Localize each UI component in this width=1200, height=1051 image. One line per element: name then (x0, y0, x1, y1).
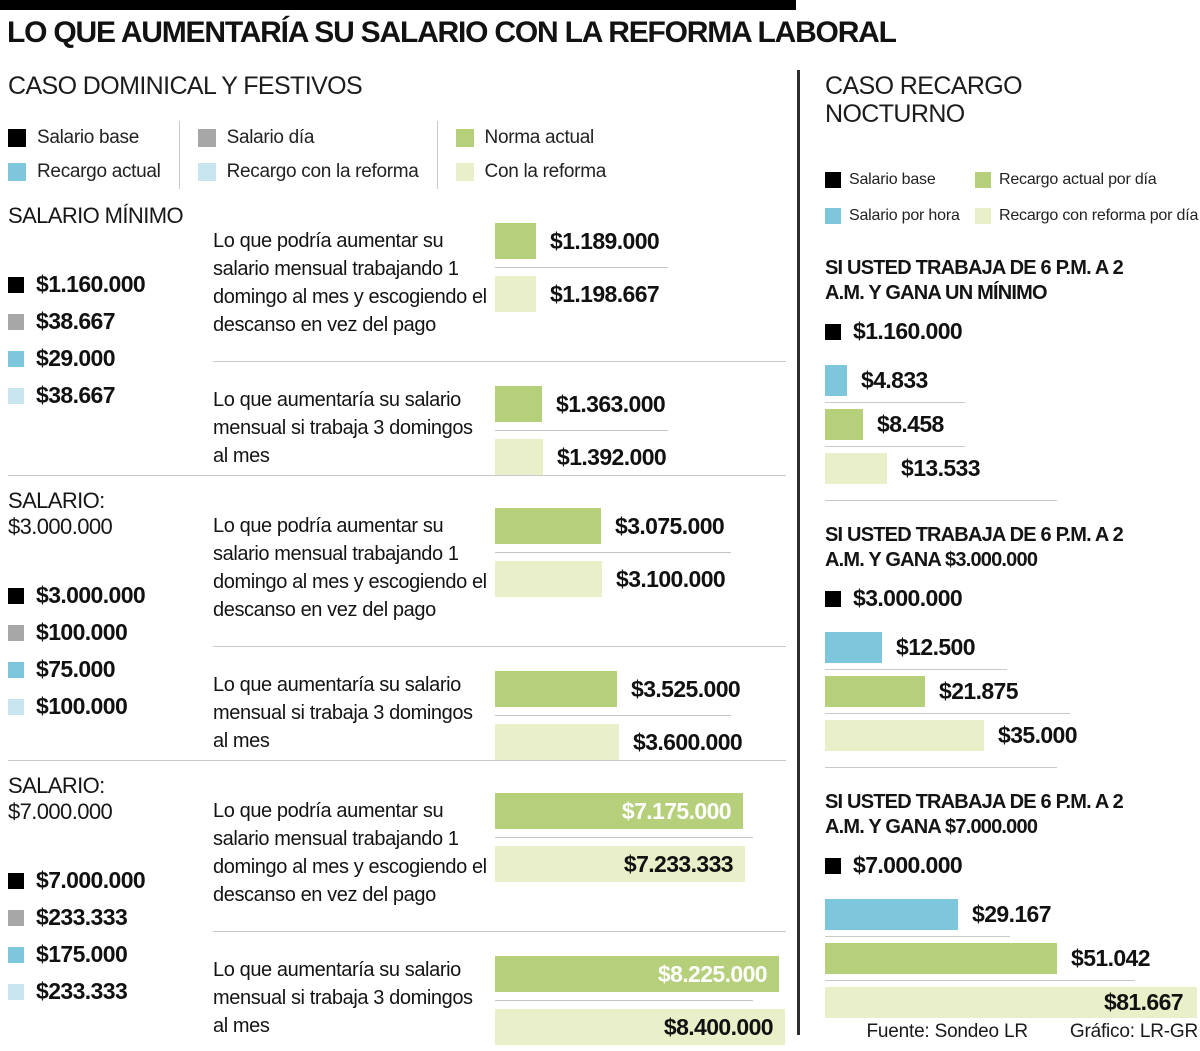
legend-swatch (975, 172, 991, 188)
bar-pair-divider (825, 936, 1010, 937)
footer-credit: Gráfico: LR-GR (1069, 1021, 1198, 1042)
stat-swatch (825, 324, 841, 340)
legend-column (825, 162, 975, 234)
value-bar-recargo-actual (825, 676, 925, 707)
legend-swatch (456, 129, 474, 147)
group-header: SALARIO: $3.000.000 (8, 488, 113, 539)
night-group-minimo (825, 256, 1200, 484)
stat-row (8, 271, 213, 298)
legend-label: Salario base (37, 127, 140, 148)
value-bar-recargo-reforma (825, 453, 887, 484)
stat-value: $1.160.000 (853, 318, 963, 344)
salary-group-7m (8, 760, 786, 1045)
group-left-panel (8, 488, 213, 760)
bar-row (495, 439, 786, 475)
value-bar-norma-actual (495, 223, 536, 259)
legend-label: Salario por hora (849, 207, 960, 224)
night-group-7m (825, 790, 1200, 1018)
scenario-description: Lo que podría aumentar su salario mensual trabajando 1 domingo al mes y escogiendo el descanso en vez del pago (213, 800, 487, 906)
stat-swatch (8, 625, 24, 641)
scenario-row (213, 647, 786, 760)
bar-value-label: $3.075.000 (615, 512, 725, 539)
stat-value: $29.000 (36, 345, 115, 371)
bar-row (825, 409, 1200, 440)
base-salary-row (825, 585, 1200, 612)
bar-value-label: $29.167 (972, 901, 1051, 927)
value-bar-salario-hora (825, 632, 882, 663)
stat-swatch (8, 277, 24, 293)
night-bars (825, 365, 1200, 484)
legend-item (825, 198, 975, 234)
group-divider (825, 767, 1057, 768)
stat-row (8, 308, 213, 335)
bar-pair-divider (825, 669, 1007, 670)
bar-value-label: $8.400.000 (663, 1013, 773, 1040)
stat-value: $3.000.000 (36, 582, 146, 608)
legend-label: Recargo con reforma por día (999, 207, 1199, 224)
base-salary-row (825, 852, 1200, 879)
group-stats (8, 582, 213, 720)
stat-swatch (8, 984, 24, 1000)
value-bar-norma-actual (495, 386, 542, 422)
bar-row (495, 276, 786, 312)
stat-value: $38.667 (36, 308, 115, 334)
top-accent-bar (0, 0, 796, 10)
stat-row (8, 904, 213, 931)
bar-value-label: $51.042 (1071, 945, 1150, 971)
value-bar-norma-actual (495, 671, 617, 707)
value-bar-con-reforma (495, 276, 536, 312)
bar-value-label: $7.233.333 (623, 850, 733, 877)
stat-row (8, 382, 213, 409)
nocturno-legend (825, 162, 1200, 234)
value-bar-salario-hora (825, 365, 847, 396)
bar-value-label: $21.875 (939, 678, 1018, 704)
legend-swatch (825, 172, 841, 188)
bar-row (495, 508, 786, 544)
bar-value-label: $8.225.000 (657, 960, 767, 987)
stat-value: $7.000.000 (36, 867, 146, 893)
scenario-bars (495, 211, 786, 339)
stat-row (8, 582, 213, 609)
legend-item (825, 162, 975, 198)
stat-swatch (8, 351, 24, 367)
stat-swatch (8, 588, 24, 604)
bar-value-label: $8.458 (877, 411, 944, 437)
scenario-row (213, 773, 786, 932)
bar-row (825, 676, 1200, 707)
value-bar-con-reforma (495, 846, 745, 882)
legend-label: Con la reforma (484, 161, 607, 182)
legend-label: Norma actual (484, 127, 594, 148)
bar-value-label: $35.000 (998, 722, 1077, 748)
bar-row (825, 365, 1200, 396)
value-bar-recargo-reforma (825, 987, 1197, 1018)
bar-row (495, 561, 786, 597)
bar-value-label: $3.525.000 (631, 675, 741, 702)
stat-value: $100.000 (36, 693, 128, 719)
value-bar-con-reforma (495, 561, 602, 597)
value-bar-salario-hora (825, 899, 958, 930)
scenario-bars (495, 671, 786, 760)
legend-column (179, 121, 437, 189)
legend-label: Recargo actual (37, 161, 161, 182)
bar-row (495, 793, 786, 829)
stat-swatch (825, 858, 841, 874)
legend-label: Recargo actual por día (999, 171, 1157, 188)
bar-value-label: $7.175.000 (621, 797, 731, 824)
stat-swatch (8, 388, 24, 404)
night-group-header: SI USTED TRABAJA DE 6 P.M. A 2 A.M. Y GANA UN MÍNIMO (825, 257, 1123, 304)
bar-value-label: $3.600.000 (633, 728, 743, 755)
legend-item (975, 162, 1198, 198)
stat-value: $7.000.000 (853, 852, 963, 878)
bar-row (825, 943, 1200, 974)
bar-row (495, 386, 786, 422)
main-title: LO QUE AUMENTARÍA SU SALARIO CON LA REFORMA LABORAL (7, 16, 896, 49)
stat-swatch (8, 910, 24, 926)
bar-row (495, 1009, 786, 1045)
stat-value: $233.333 (36, 904, 128, 930)
bar-value-label: $13.533 (901, 455, 980, 481)
bar-value-label: $1.198.667 (550, 280, 660, 307)
legend-item (8, 155, 161, 189)
bar-pair-divider (495, 430, 668, 431)
bar-row (495, 223, 786, 259)
stat-value: $75.000 (36, 656, 115, 682)
legend-item (198, 121, 419, 155)
footer-source: Fuente: Sondeo LR (866, 1021, 1028, 1042)
scenario-description: Lo que podría aumentar su salario mensual trabajando 1 domingo al mes y escogiendo el descanso en vez del pago (213, 515, 487, 621)
legend-item (198, 155, 419, 189)
bar-pair-divider (825, 713, 1070, 714)
stat-swatch (8, 314, 24, 330)
salary-group-minimo (8, 203, 786, 475)
value-bar-norma-actual (495, 793, 743, 829)
scenario-description: Lo que aumentaría su salario mensual si trabaja 3 domingos al mes (213, 674, 473, 752)
bar-value-label: $12.500 (896, 634, 975, 660)
scenario-row (213, 488, 786, 647)
legend-label: Salario base (849, 171, 936, 188)
stat-row (8, 978, 213, 1005)
scenario-row (213, 932, 786, 1045)
bar-row (495, 956, 786, 992)
bar-value-label: $1.189.000 (550, 227, 660, 254)
stat-row (8, 867, 213, 894)
scenario-row (213, 203, 786, 362)
bar-pair-divider (825, 402, 965, 403)
bar-row (825, 987, 1200, 1018)
bar-row (495, 846, 786, 882)
stat-swatch (8, 873, 24, 889)
legend-swatch (8, 129, 26, 147)
value-bar-recargo-reforma (825, 720, 984, 751)
legend-swatch (825, 208, 841, 224)
legend-swatch (975, 208, 991, 224)
bar-row (825, 899, 1200, 930)
scenario-bars (495, 386, 786, 475)
night-bars (825, 632, 1200, 751)
stat-value: $3.000.000 (853, 585, 963, 611)
legend-column (975, 162, 1198, 234)
bar-pair-divider (825, 446, 965, 447)
group-left-panel (8, 773, 213, 1045)
legend-item (456, 121, 606, 155)
stat-value: $1.160.000 (36, 271, 146, 297)
value-bar-con-reforma (495, 1009, 785, 1045)
scenario-description: Lo que aumentaría su salario mensual si trabaja 3 domingos al mes (213, 959, 473, 1037)
bar-value-label: $3.100.000 (616, 565, 726, 592)
legend-label: Recargo con la reforma (226, 161, 419, 182)
stat-row (8, 345, 213, 372)
stat-value: $175.000 (36, 941, 128, 967)
legend-column (8, 121, 179, 189)
stat-swatch (8, 662, 24, 678)
group-right-panel (213, 203, 786, 475)
dominical-title: CASO DOMINICAL Y FESTIVOS (8, 72, 363, 100)
scenario-bars (495, 781, 786, 909)
scenario-row (213, 362, 786, 475)
bar-row (825, 453, 1200, 484)
bar-pair-divider (495, 267, 668, 268)
bar-value-label: $81.667 (1104, 989, 1183, 1015)
legend-label: Salario día (226, 127, 315, 148)
value-bar-recargo-actual (825, 943, 1057, 974)
bar-pair-divider (495, 715, 731, 716)
legend-item (456, 155, 606, 189)
legend-item (975, 198, 1198, 234)
stat-value: $38.667 (36, 382, 115, 408)
bar-row (495, 724, 786, 760)
bar-row (825, 632, 1200, 663)
bar-row (825, 720, 1200, 751)
bar-pair-divider (495, 1000, 753, 1001)
night-group-3m (825, 523, 1200, 751)
group-right-panel (213, 773, 786, 1045)
bar-pair-divider (825, 980, 1135, 981)
stat-row (8, 693, 213, 720)
salary-group-3m (8, 475, 786, 760)
scenario-bars (495, 496, 786, 624)
footer (866, 1021, 1198, 1043)
value-bar-recargo-actual (825, 409, 863, 440)
legend-swatch (198, 129, 216, 147)
night-bars (825, 899, 1200, 1018)
legend-column (437, 121, 624, 189)
base-salary-row (825, 318, 1200, 345)
legend-swatch (198, 163, 216, 181)
stat-swatch (8, 947, 24, 963)
night-group-header: SI USTED TRABAJA DE 6 P.M. A 2 A.M. Y GANA $7.000.000 (825, 791, 1123, 838)
stat-swatch (8, 699, 24, 715)
bar-value-label: $4.833 (861, 367, 928, 393)
bar-pair-divider (495, 552, 731, 553)
group-divider (825, 500, 1057, 501)
dominical-legend (8, 121, 786, 189)
value-bar-con-reforma (495, 724, 619, 760)
stat-row (8, 656, 213, 683)
night-group-header: SI USTED TRABAJA DE 6 P.M. A 2 A.M. Y GANA $3.000.000 (825, 524, 1123, 571)
section-dominical (8, 72, 786, 1045)
legend-swatch (8, 163, 26, 181)
group-stats (8, 271, 213, 409)
group-left-panel (8, 203, 213, 475)
bar-value-label: $1.363.000 (556, 390, 666, 417)
value-bar-norma-actual (495, 956, 779, 992)
group-header: SALARIO MÍNIMO (8, 203, 183, 228)
group-right-panel (213, 488, 786, 760)
column-divider (797, 70, 800, 1035)
stat-row (8, 619, 213, 646)
scenario-description: Lo que aumentaría su salario mensual si trabaja 3 domingos al mes (213, 389, 473, 467)
scenario-bars (495, 956, 786, 1045)
stat-swatch (825, 591, 841, 607)
stat-row (8, 941, 213, 968)
bar-row (495, 671, 786, 707)
stat-value: $100.000 (36, 619, 128, 645)
value-bar-con-reforma (495, 439, 543, 475)
legend-item (8, 121, 161, 155)
group-stats (8, 867, 213, 1005)
value-bar-norma-actual (495, 508, 601, 544)
scenario-description: Lo que podría aumentar su salario mensual trabajando 1 domingo al mes y escogiendo el descanso en vez del pago (213, 230, 487, 336)
group-header: SALARIO: $7.000.000 (8, 773, 113, 824)
bar-pair-divider (495, 837, 753, 838)
section-nocturno (825, 72, 1200, 1018)
legend-swatch (456, 163, 474, 181)
stat-value: $233.333 (36, 978, 128, 1004)
bar-value-label: $1.392.000 (557, 443, 667, 470)
nocturno-title: CASO RECARGO NOCTURNO (825, 72, 1022, 128)
